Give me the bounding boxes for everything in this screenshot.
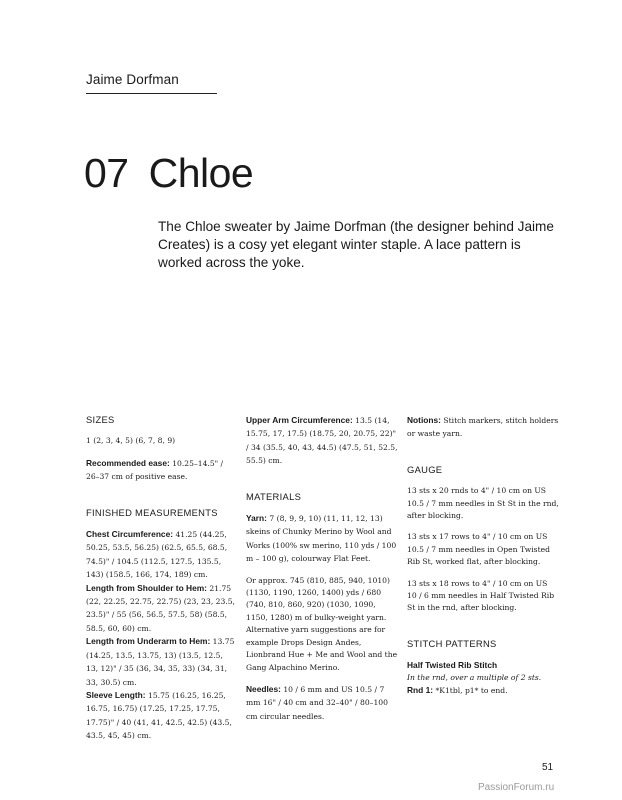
gauge-half-twisted-rib: 13 sts x 18 rows to 4" / 10 cm on US 10 / 6 mm needles in Half Twisted Rib St in the rnd, after blocking.	[407, 578, 555, 613]
shoulder-to-hem	[86, 582, 236, 636]
column-sizes-measurements	[86, 414, 236, 743]
notions-value: Stitch markers, stitch holders or waste yarn.	[407, 416, 559, 439]
half-twisted-rib-note: In the rnd, over a multiple of 2 sts.	[407, 672, 542, 682]
needles-label: Needles:	[246, 683, 281, 694]
rnd1-instruction	[407, 684, 559, 697]
chest-circumference	[86, 528, 236, 582]
sleeve-value: 15.75 (16.25, 16.25, 16.75, 16.75) (17.25, 17.25, 17.75, 17.75)" / 40 (41, 41, 42.5, 42.5) (43.5, 43.5, 45, 45) cm.	[86, 690, 232, 741]
shoulder-value: 21.75 (22, 22.25, 22.75, 22.75) (23, 23, 23.5, 23.5)" / 55 (56, 56.5, 57.5, 58) (58.5, 58.5, 60, 60) cm.	[86, 583, 235, 633]
column-gauge-stitches	[407, 414, 559, 698]
gauge-open-twisted-rib: 13 sts x 17 rows to 4" / 10 cm on US 10.5 / 7 mm needles in Open Twisted Rib St, worked flat, after blocking.	[407, 532, 550, 567]
sleeve-label: Sleeve Length:	[86, 689, 146, 700]
chest-label: Chest Circumference:	[86, 529, 174, 540]
rnd1-value: *K1tbl, p1* to end.	[433, 686, 508, 696]
underarm-value: 13.75 (14.25, 13.5, 13.75, 13) (13.5, 12.5, 13, 12)" / 35 (36, 34, 35, 33) (34, 31, 33, 30.5) cm.	[86, 637, 235, 687]
needles-value: 10 / 6 mm and US 10.5 / 7 mm 16" / 40 cm and 32–40" / 80–100 cm circular needles.	[246, 684, 388, 721]
stitch-patterns-heading: STITCH PATTERNS	[407, 637, 497, 649]
gauge-heading: GAUGE	[407, 463, 443, 475]
needles-info	[246, 683, 398, 723]
upper-arm-value: 13.5 (14, 15.75, 17, 17.5) (18.75, 20, 20.75, 22)" / 34 (35.5, 40, 43, 44.5) (47.5, 51, 52.5, 55.5) cm.	[246, 416, 398, 466]
finished-measurements-heading: FINISHED MEASUREMENTS	[86, 506, 218, 518]
upper-arm-label: Upper Arm Circumference:	[246, 415, 353, 425]
chest-value: 41.25 (44.25, 50.25, 53.5, 56.25) (62.5, 65.5, 68.5, 74.5)" / 104.5 (112.5, 127.5, 135.5, 143) (158.5, 166, 174, 189) cm.	[86, 530, 228, 580]
rnd1-label: Rnd 1:	[407, 685, 434, 696]
yarn-label: Yarn:	[246, 513, 267, 524]
sizes-list: 1 (2, 3, 4, 5) (6, 7, 8, 9)	[86, 436, 176, 446]
shoulder-label: Length from Shoulder to Hem:	[86, 582, 207, 593]
upper-arm-circumference	[246, 414, 398, 468]
designer-name: Jaime Dorfman	[86, 72, 217, 94]
recommended-ease	[86, 457, 236, 484]
intro-paragraph: The Chloe sweater by Jaime Dorfman (the designer behind Jaime Creates) is a cosy yet elegant winter staple. A lace pattern is worked across the yoke.	[158, 219, 554, 271]
underarm-label: Length from Underarm to Hem:	[86, 636, 211, 647]
gauge-stockinette: 13 sts x 20 rnds to 4" / 10 cm on US 10.5 / 7 mm needles in St St in the rnd, after blocking.	[407, 486, 559, 521]
half-twisted-rib-title: Half Twisted Rib Stitch	[407, 660, 498, 671]
underarm-to-hem	[86, 635, 236, 689]
notions-label: Notions:	[407, 415, 441, 425]
materials-heading: MATERIALS	[246, 490, 302, 502]
watermark: PassionForum.ru	[478, 782, 555, 793]
page-number: 51	[542, 762, 554, 773]
yarn-info	[246, 512, 398, 566]
pattern-number: 07	[84, 150, 129, 196]
ease-value: 10.25–14.5" / 26–37 cm of positive ease.	[86, 458, 224, 482]
yarn-value: 7 (8, 9, 9, 10) (11, 11, 12, 13) skeins of Chunky Merino by Wool and Works (100% sw merino, 110 yds / 100 m – 100 g), colourway Flat Feet.	[246, 514, 397, 564]
page-title	[84, 150, 253, 197]
sleeve-length	[86, 689, 236, 743]
ease-label: Recommended ease:	[86, 457, 170, 468]
sizes-heading: SIZES	[86, 414, 115, 425]
column-materials	[246, 414, 398, 732]
pattern-name: Chloe	[148, 150, 254, 196]
notions-info	[407, 414, 559, 441]
yarn-alternatives: Or approx. 745 (810, 885, 940, 1010) (1130, 1190, 1260, 1400) yds / 680 (740, 810, 860, 920) (1030, 1090, 1150, 1280) m of bulky-weight yarn. Alternative yarn suggestions are for example Drops Design Andes, Lionbrand Hue + Me and Wool and the Gang Alpachino Merino.	[246, 575, 398, 672]
